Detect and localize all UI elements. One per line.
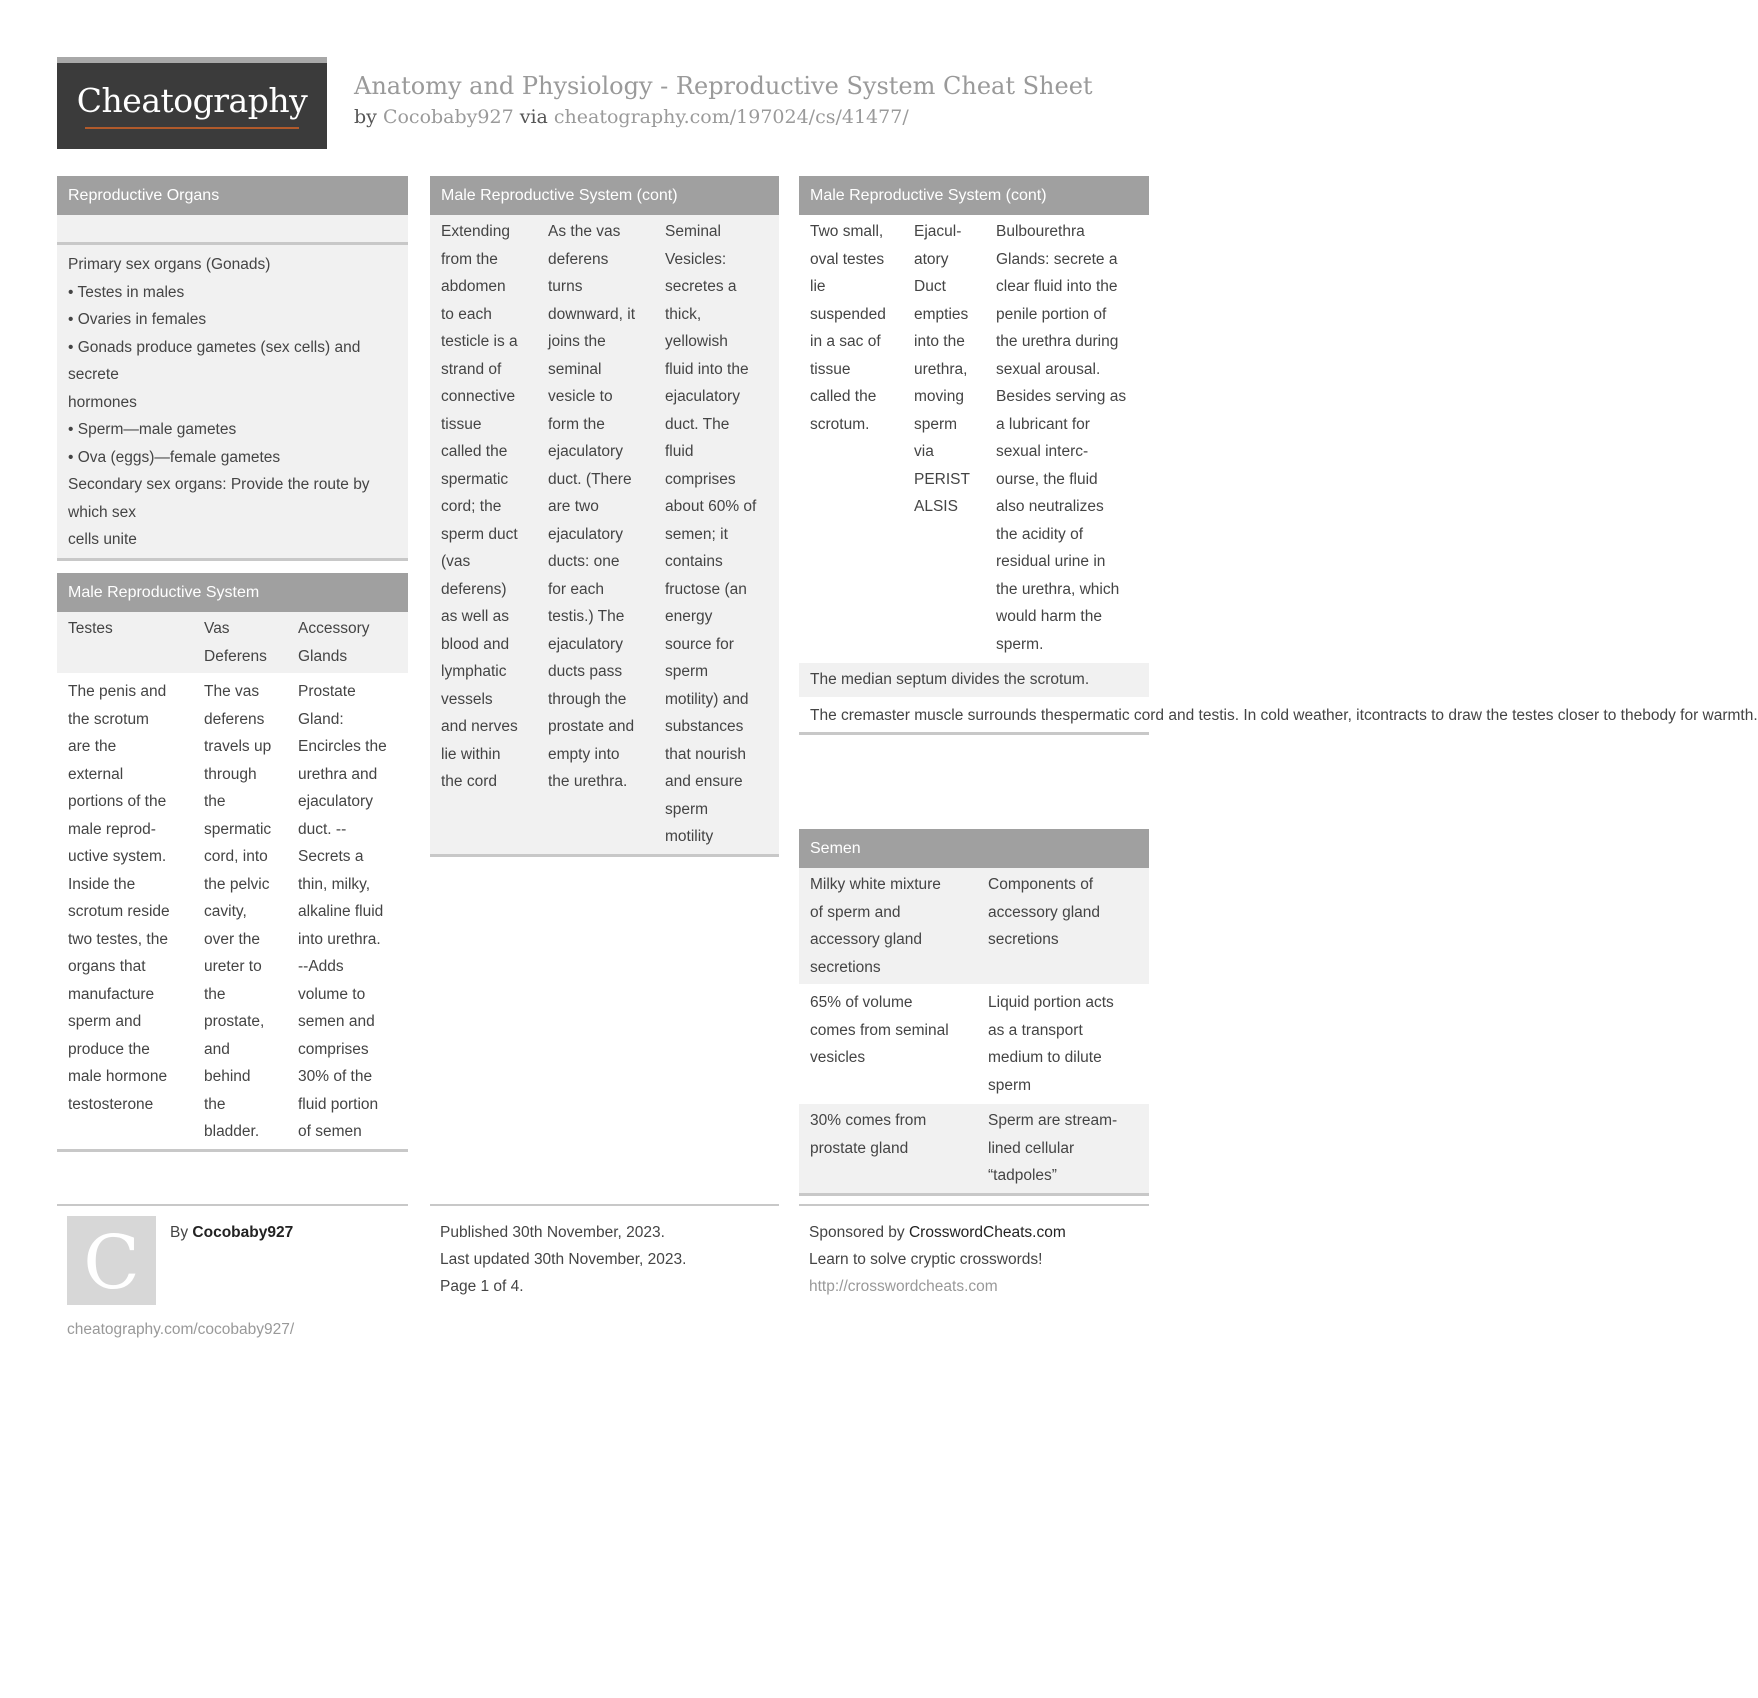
table-cell	[298, 678, 397, 1146]
text-line: Sperm are stream-	[988, 1112, 1118, 1129]
panel-male-reproductive-system	[57, 573, 408, 1152]
text-line: 30% comes from	[810, 1112, 927, 1129]
text-line: --Adds	[298, 958, 344, 975]
text-line: through the	[548, 690, 627, 708]
text-line: Glands: secrete a	[996, 250, 1118, 268]
text-line: Seminal	[665, 223, 721, 240]
text-line: ejaculatory	[548, 635, 623, 653]
text-line: semen and	[298, 1013, 375, 1030]
note-row	[799, 661, 1149, 697]
text-line: Milky white mixture	[810, 876, 941, 893]
table-cell	[810, 989, 988, 1099]
footer-author-link[interactable]: Cocobaby927	[192, 1224, 294, 1241]
text-line: in a sac of	[810, 333, 881, 350]
text-line: which sex	[68, 503, 137, 521]
text-line: urethra,	[914, 360, 968, 378]
text-line: lie	[810, 278, 826, 295]
panel-text	[57, 245, 408, 558]
text-line: are two	[548, 498, 599, 515]
text-line: would harm the	[996, 608, 1102, 625]
text-line: comes from seminal	[810, 1021, 949, 1039]
panel-title: Reproductive Organs	[57, 176, 408, 215]
text-line: deferens	[204, 710, 265, 728]
text-line: 30% of the	[298, 1068, 373, 1085]
text-line: motility) and	[665, 690, 749, 708]
text-line: spermatic cord and testis. In cold weather, it	[1062, 706, 1364, 724]
text-line: The penis and	[68, 683, 167, 700]
text-line: thick,	[665, 305, 702, 323]
panel-male-reproductive-system-cont	[430, 176, 779, 857]
footer-published: Published 30th November, 2023.	[440, 1224, 665, 1241]
text-line: clear fluid into the	[996, 278, 1118, 295]
text-line: fluid into the	[665, 360, 749, 378]
text-line: body for warmth.	[1642, 706, 1758, 724]
text-line: vesicle to	[548, 388, 613, 405]
text-line: cord; the	[441, 498, 502, 515]
text-line: “tadpoles”	[988, 1167, 1057, 1184]
text-line: volume to	[298, 985, 366, 1003]
text-line: testosterone	[68, 1095, 154, 1113]
text-line: • Testes in males	[68, 283, 185, 301]
text-line: Encircles the	[298, 738, 387, 755]
text-line: Glands	[298, 647, 348, 665]
text-line: Vesicles:	[665, 250, 727, 268]
text-line: residual urine in	[996, 553, 1106, 570]
text-line: ejaculatory	[665, 388, 740, 405]
text-line: Accessory	[298, 620, 370, 637]
table-cell	[441, 218, 548, 851]
text-line: as a transport	[988, 1021, 1083, 1039]
text-line: the scrotum	[68, 710, 149, 728]
avatar[interactable]	[67, 1216, 156, 1305]
text-line: scrotum reside	[68, 903, 170, 920]
text-line: of semen	[298, 1123, 362, 1140]
text-line: through	[204, 765, 257, 783]
text-line: external	[68, 765, 124, 783]
text-line: into the	[914, 333, 965, 350]
text-line: PERIST	[914, 470, 970, 488]
logo-text: Cheatography	[76, 81, 308, 120]
text-line: sexual arousal.	[996, 360, 1101, 378]
text-line: moving	[914, 388, 964, 405]
footer-sponsor	[809, 1219, 1066, 1247]
text-line: tissue	[810, 360, 851, 378]
text-line: sperm	[914, 415, 958, 433]
sheet-url-link[interactable]: cheatography.com/197024/cs/41477/	[553, 106, 909, 128]
text-line: hormones	[68, 393, 137, 411]
text-line: prostate,	[204, 1013, 265, 1030]
text-line: manufacture	[68, 985, 155, 1003]
footer-divider	[57, 1204, 408, 1206]
text-line: Secrets a	[298, 848, 364, 865]
text-line: Duct	[914, 278, 946, 295]
text-line: male reprod-	[68, 820, 156, 838]
text-line: fluid portion	[298, 1095, 379, 1113]
text-line: the pelvic	[204, 875, 270, 893]
text-line: connective	[441, 388, 516, 405]
text-line: penile portion of	[996, 305, 1107, 323]
text-line: Besides serving as	[996, 388, 1127, 405]
text-line: • Ovaries in females	[68, 311, 207, 328]
empty-row	[57, 215, 408, 245]
text-line: Bulbourethra	[996, 223, 1085, 240]
semen-table	[799, 868, 1149, 1193]
text-line: ourse, the fluid	[996, 470, 1098, 488]
text-line: prostate gland	[810, 1139, 909, 1157]
text-line: Liquid portion acts	[988, 994, 1114, 1011]
table-row	[799, 1102, 1149, 1193]
text-line: empty into	[548, 745, 620, 763]
note-row	[799, 697, 1758, 733]
byline-via: via	[519, 106, 548, 128]
text-line: thin, milky,	[298, 875, 371, 893]
text-line: Inside the	[68, 875, 136, 893]
text-line: (vas	[441, 553, 471, 570]
footer-divider	[430, 1204, 779, 1206]
text-line: suspended	[810, 305, 886, 323]
text-line: bladder.	[204, 1123, 260, 1140]
text-line: the urethra.	[548, 773, 628, 790]
text-line: ducts: one	[548, 553, 620, 570]
panel-title: Semen	[799, 829, 1149, 868]
text-line: seminal	[548, 360, 602, 378]
text-line: male hormone	[68, 1068, 168, 1085]
text-line: uctive system.	[68, 848, 167, 865]
table-row	[430, 215, 779, 854]
text-line: accessory gland	[810, 931, 923, 948]
text-line: The vas	[204, 683, 260, 700]
text-line: Testes	[68, 620, 113, 637]
text-line: substances	[665, 718, 744, 735]
text-line: over the	[204, 930, 261, 948]
text-line: Secondary sex organs: Provide the route by	[68, 476, 370, 493]
table-cell	[996, 218, 1138, 658]
avatar-letter: C	[83, 1220, 140, 1306]
text-line: contracts to draw the testes closer to the	[1363, 706, 1643, 724]
text-line: Primary sex organs (Gonads)	[68, 256, 271, 273]
table-cell	[914, 218, 996, 658]
text-line: scrotum.	[810, 415, 870, 433]
text-line: sperm	[665, 663, 709, 680]
text-line: called the	[810, 388, 877, 405]
text-line: • Sperm—male gametes	[68, 421, 237, 438]
text-line: cells unite	[68, 531, 137, 548]
text-line: portions of the	[68, 793, 167, 810]
text-line: for each	[548, 580, 605, 598]
text-line: oval testes	[810, 250, 885, 268]
text-line: lymphatic	[441, 663, 507, 680]
logo-underline	[85, 127, 299, 129]
text-line: abdomen	[441, 278, 506, 295]
text-line: duct. The	[665, 415, 730, 433]
text-line: ureter to	[204, 958, 262, 975]
text-line: the	[204, 793, 226, 810]
text-line: • Gonads produce gametes (sex cells) and	[68, 338, 361, 356]
text-line: organs that	[68, 958, 146, 975]
table-cell	[988, 871, 1138, 981]
table-cell	[810, 871, 988, 981]
page-title: Anatomy and Physiology - Reproductive System Cheat Sheet	[354, 72, 1093, 100]
text-line: travels up	[204, 738, 272, 755]
text-line: strand of	[441, 360, 502, 378]
text-line: sperm	[665, 800, 709, 818]
table-row	[57, 673, 408, 1149]
text-line: sexual interc-	[996, 443, 1089, 460]
text-line: secretions	[988, 931, 1059, 948]
text-line: sperm.	[996, 635, 1044, 653]
text-line: testicle is a	[441, 333, 518, 350]
table-cell	[810, 1107, 988, 1190]
text-line: testis.) The	[548, 608, 625, 625]
table-row	[799, 984, 1149, 1102]
panel-title: Male Reproductive System (cont)	[799, 176, 1149, 215]
text-line: The cremaster muscle surrounds the	[810, 706, 1063, 724]
text-line: Ejacul-	[914, 223, 962, 240]
text-line: • Ova (eggs)—female gametes	[68, 448, 281, 466]
text-line: cord, into	[204, 848, 268, 865]
text-line: from the	[441, 250, 498, 268]
panel-title: Male Reproductive System (cont)	[430, 176, 779, 215]
table-cell	[810, 218, 914, 658]
table-cell	[204, 678, 298, 1146]
text-line: via	[914, 443, 934, 460]
text-line: Prostate	[298, 683, 356, 700]
text-line: duct. --	[298, 820, 347, 838]
text-line: Components of	[988, 876, 1094, 893]
text-line: ejaculatory	[548, 525, 623, 543]
text-line: into urethra.	[298, 930, 381, 948]
text-line: 65% of volume	[810, 994, 913, 1011]
text-line: urethra and	[298, 765, 378, 783]
text-line: As the vas	[548, 223, 621, 240]
text-line: also neutralizes	[996, 498, 1104, 515]
table-cell	[68, 615, 204, 670]
text-line: sperm duct	[441, 525, 518, 543]
text-line: as well as	[441, 608, 510, 625]
table-header-row	[57, 612, 408, 673]
sponsor-prefix: Sponsored by	[809, 1224, 905, 1241]
sponsor-tagline: Learn to solve cryptic crosswords!	[809, 1251, 1043, 1268]
text-line: secretes a	[665, 278, 737, 295]
text-line: the	[204, 985, 226, 1003]
text-line: Extending	[441, 223, 510, 240]
panel-semen	[799, 829, 1149, 1196]
text-line: The median septum divides the scrotum.	[810, 671, 1090, 688]
text-line: contains	[665, 553, 723, 570]
text-line: fluid	[665, 443, 694, 460]
byline-by: by	[354, 106, 377, 128]
cheatography-logo[interactable]	[57, 57, 327, 149]
text-line: Two small,	[810, 223, 884, 240]
text-line: sperm	[988, 1076, 1032, 1094]
text-line: alkaline fluid	[298, 903, 384, 920]
table-cell	[665, 218, 768, 851]
text-line: joins the	[548, 333, 606, 350]
text-line: secrete	[68, 366, 119, 383]
text-line: deferens)	[441, 580, 507, 598]
text-line: yellowish	[665, 333, 728, 350]
text-line: a lubricant for	[996, 415, 1090, 433]
text-line: Gland:	[298, 710, 344, 728]
text-line: Deferens	[204, 647, 267, 665]
text-line: comprises	[665, 470, 736, 488]
text-line: to each	[441, 305, 492, 323]
text-line: the acidity of	[996, 525, 1084, 543]
text-line: vessels	[441, 690, 493, 708]
footer-updated: Last updated 30th November, 2023.	[440, 1251, 687, 1268]
text-line: secretions	[810, 958, 881, 976]
sponsor-name-link[interactable]: CrosswordCheats.com	[908, 1224, 1066, 1241]
text-line: about 60% of	[665, 498, 757, 515]
panel-male-reproductive-system-cont-2	[799, 176, 1758, 735]
table-cell	[988, 989, 1138, 1099]
footer-author	[170, 1219, 293, 1247]
text-line: of sperm and	[810, 903, 901, 921]
text-line: empties	[914, 305, 969, 323]
text-line: deferens	[548, 250, 609, 268]
text-line: and ensure	[665, 773, 743, 790]
text-line: behind	[204, 1068, 251, 1085]
text-line: blood and	[441, 635, 510, 653]
table-cell	[988, 1107, 1138, 1190]
text-line: fructose (an	[665, 580, 747, 598]
table-row	[799, 215, 1149, 661]
text-line: the urethra during	[996, 333, 1119, 350]
text-line: spermatic	[441, 470, 509, 488]
table-cell	[68, 678, 204, 1146]
text-line: lined cellular	[988, 1139, 1075, 1157]
text-line: sperm and	[68, 1013, 142, 1030]
footer-by: By	[170, 1224, 189, 1241]
author-link[interactable]: Cocobaby927	[382, 106, 514, 128]
text-line: medium to dilute	[988, 1049, 1102, 1066]
text-line: comprises	[298, 1040, 369, 1058]
text-line: accessory gland	[988, 903, 1101, 921]
text-line: vesicles	[810, 1049, 866, 1066]
text-line: energy	[665, 608, 713, 625]
text-line: downward, it	[548, 305, 636, 323]
text-line: lie within	[441, 745, 501, 763]
text-line: cavity,	[204, 903, 247, 920]
text-line: ALSIS	[914, 498, 958, 515]
text-line: duct. (There	[548, 470, 632, 488]
sponsor-url-link[interactable]: http://crosswordcheats.com	[809, 1278, 998, 1295]
footer-author-url[interactable]: cheatography.com/cocobaby927/	[67, 1321, 295, 1338]
footer-divider	[799, 1204, 1149, 1206]
text-line: ducts pass	[548, 663, 623, 680]
text-line: form the	[548, 415, 605, 433]
text-line: two testes, the	[68, 930, 168, 948]
text-line: the cord	[441, 773, 498, 790]
text-line: called the	[441, 443, 508, 460]
byline	[354, 106, 909, 128]
panel-reproductive-organs	[57, 176, 408, 561]
text-line: ejaculatory	[298, 793, 373, 810]
text-line: turns	[548, 278, 583, 295]
table-cell	[204, 615, 298, 670]
panel-title: Male Reproductive System	[57, 573, 408, 612]
text-line: are the	[68, 738, 117, 755]
table-cell	[548, 218, 665, 851]
text-line: source for	[665, 635, 734, 653]
text-line: tissue	[441, 415, 482, 433]
text-line: and nerves	[441, 718, 518, 735]
text-line: the	[204, 1095, 226, 1113]
text-line: atory	[914, 250, 949, 268]
text-line: the urethra, which	[996, 580, 1120, 598]
text-line: semen; it	[665, 525, 728, 543]
text-line: ejaculatory	[548, 443, 623, 460]
text-line: and	[204, 1040, 230, 1058]
footer-page-number: Page 1 of 4.	[440, 1278, 524, 1295]
text-line: prostate and	[548, 718, 635, 735]
text-line: produce the	[68, 1040, 150, 1058]
text-line: motility	[665, 828, 714, 845]
table-row	[799, 868, 1149, 984]
text-line: that nourish	[665, 745, 746, 763]
text-line: spermatic	[204, 820, 272, 838]
table-cell	[298, 615, 397, 670]
text-line: Vas	[204, 620, 230, 637]
